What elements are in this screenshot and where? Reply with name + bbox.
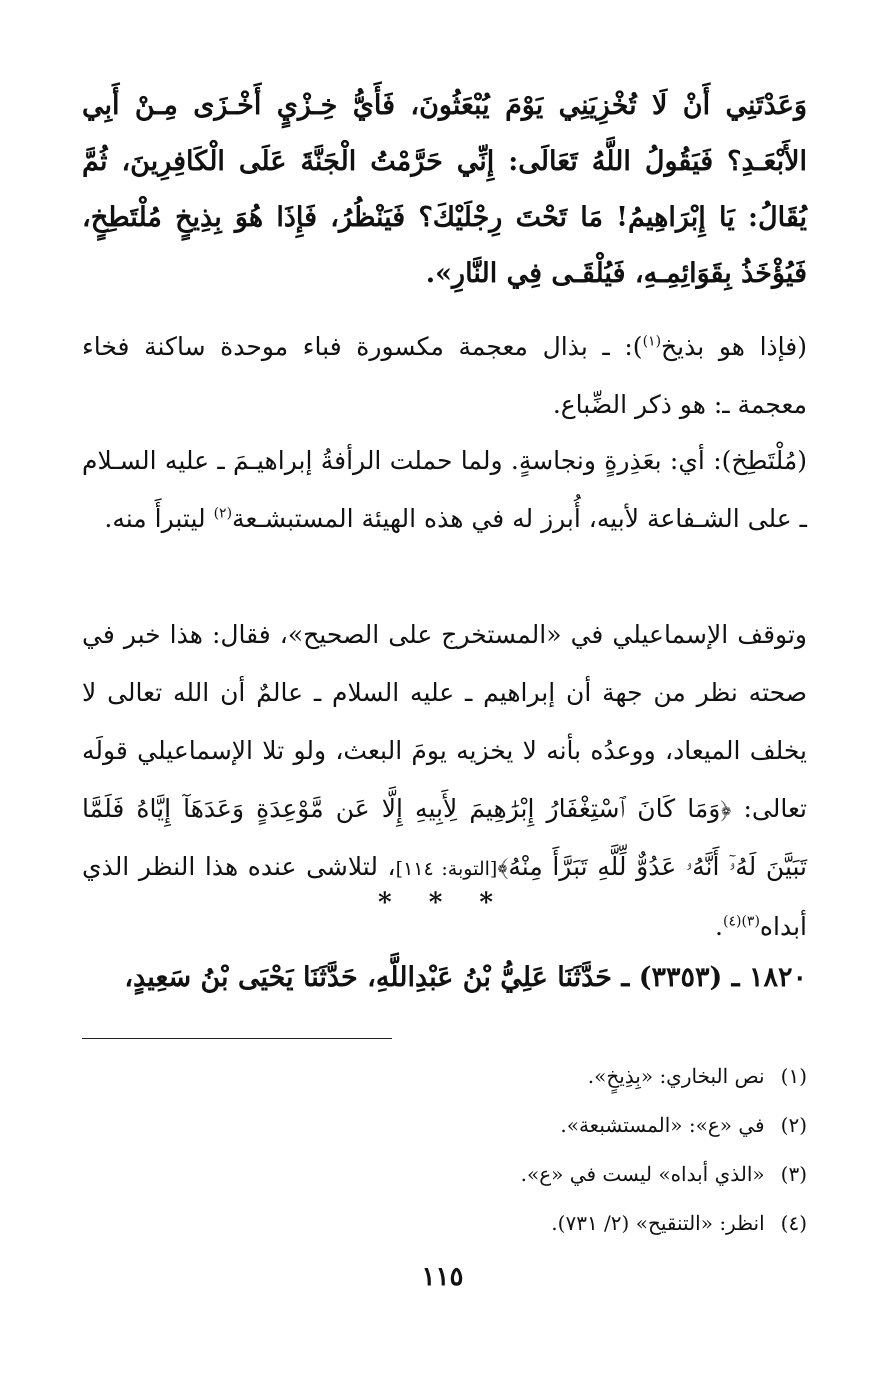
footnote-number: (٢) (780, 1113, 807, 1137)
next-hadith-heading: ١٨٢٠ ـ (٣٣٥٣) ـ حَدَّثَنَا عَلِيُّ بْنُ عَبْدِاللَّهِ، حَدَّثَنَا يَحْيَى بْنُ سَعِيدٍ، (124, 962, 807, 993)
sentence-end: . (715, 912, 723, 941)
footnote-text: «الذي أبداه» ليست في «ع». (520, 1162, 765, 1186)
commentary-paragraph-2 (82, 432, 807, 548)
footnote-number: (١) (780, 1064, 807, 1088)
footnote-rule (82, 1038, 392, 1039)
commentary-lead: (فإذا هو بذيخ (661, 332, 807, 361)
commentary-tail: ، لتلاشى عنده هذا النظر الذي أبداه (82, 852, 807, 941)
footnote-text: نص البخاري: «بِذِيخٍ». (587, 1064, 765, 1088)
footnote-item (82, 1150, 807, 1199)
footnote-mark: (٣)(٤) (722, 913, 760, 930)
commentary-text: ): ـ بذال معجمة مكسورة فباء موحدة ساكنة فخاء معجمة ـ: هو ذكر الضِّباع. (82, 332, 807, 419)
footnotes (82, 1052, 807, 1248)
footnote-number: (٣) (780, 1162, 807, 1186)
commentary-paragraph-1 (82, 318, 807, 434)
footnote-number: (٤) (780, 1211, 807, 1235)
footnote-mark: (١) (642, 333, 662, 350)
commentary-lead: (مُلْتَطِخ): أي: بعَذِرةٍ ونجاسةٍ. ولما حملت الرأفةُ إبراهيـمَ ـ عليه السـلام ـ على الشـفاعة لأبيه، أُبرز له في هذه الهيئة المستبشـعة (82, 446, 807, 533)
quran-verse: ﴿وَمَا كَانَ ٱسْتِغْفَارُ إِبْرَٰهِيمَ لِأَبِيهِ إِلَّا عَن مَّوْعِدَةٍ وَعَدَهَآ إِيَّاهُ فَلَمَّا تَبَيَّنَ لَهُۥٓ أَنَّهُۥ عَدُوٌّ لِّلَّهِ تَبَرَّأَ مِنْهُ﴾ (82, 794, 808, 881)
hadith-text: وَعَدْتَنِي أَنْ لَا تُخْزِيَنِي يَوْمَ يُبْعَثُونَ، فَأَيُّ خِـزْيٍ أَخْـزَى مِـنْ أَبِي الأَبْعَـدِ؟ فَيَقُولُ اللَّهُ تَعَالَى: إِنِّي حَرَّمْتُ الْجَنَّةَ عَلَى الْكَافِرِينَ، ثُمَّ يُقَالُ: يَا إِبْرَاهِيمُ! مَا تَحْتَ رِجْلَيْكَ؟ فَيَنْظُرُ، فَإِذَا هُوَ بِذِيخٍ مُلْتَطِخٍ، فَيُؤْخَذُ بِقَوَائِمِـهِ، فَيُلْقَـى فِي النَّارِ». (82, 90, 807, 289)
commentary-text: وتوقف الإسماعيلي في «المستخرج على الصحيح»، فقال: هذا خبر في صحته نظر من جهة أن إبراهيم ـ عليه السلام ـ عالمٌ أن الله تعالى لا يخلف الميعاد، ووعدُه بأنه لا يخزيه يومَ البعث، ولو تلا الإسماعيلي قولَه تعالى: (82, 620, 807, 823)
section-separator: * * * (378, 888, 507, 918)
footnote-item (82, 1052, 807, 1101)
footnote-text: انظر: «التنقيح» (٢/ ٧٣١). (551, 1211, 765, 1235)
quran-reference: [التوبة: ١١٤] (395, 858, 498, 880)
footnote-item (82, 1199, 807, 1248)
page-number: ١١٥ (421, 1262, 464, 1292)
footnote-mark: (٢) (213, 505, 233, 522)
footnote-text: في «ع»: «المستشبعة». (560, 1113, 765, 1137)
footnote-item (82, 1101, 807, 1150)
commentary-text: ليتبرأَ منه. (104, 504, 214, 533)
